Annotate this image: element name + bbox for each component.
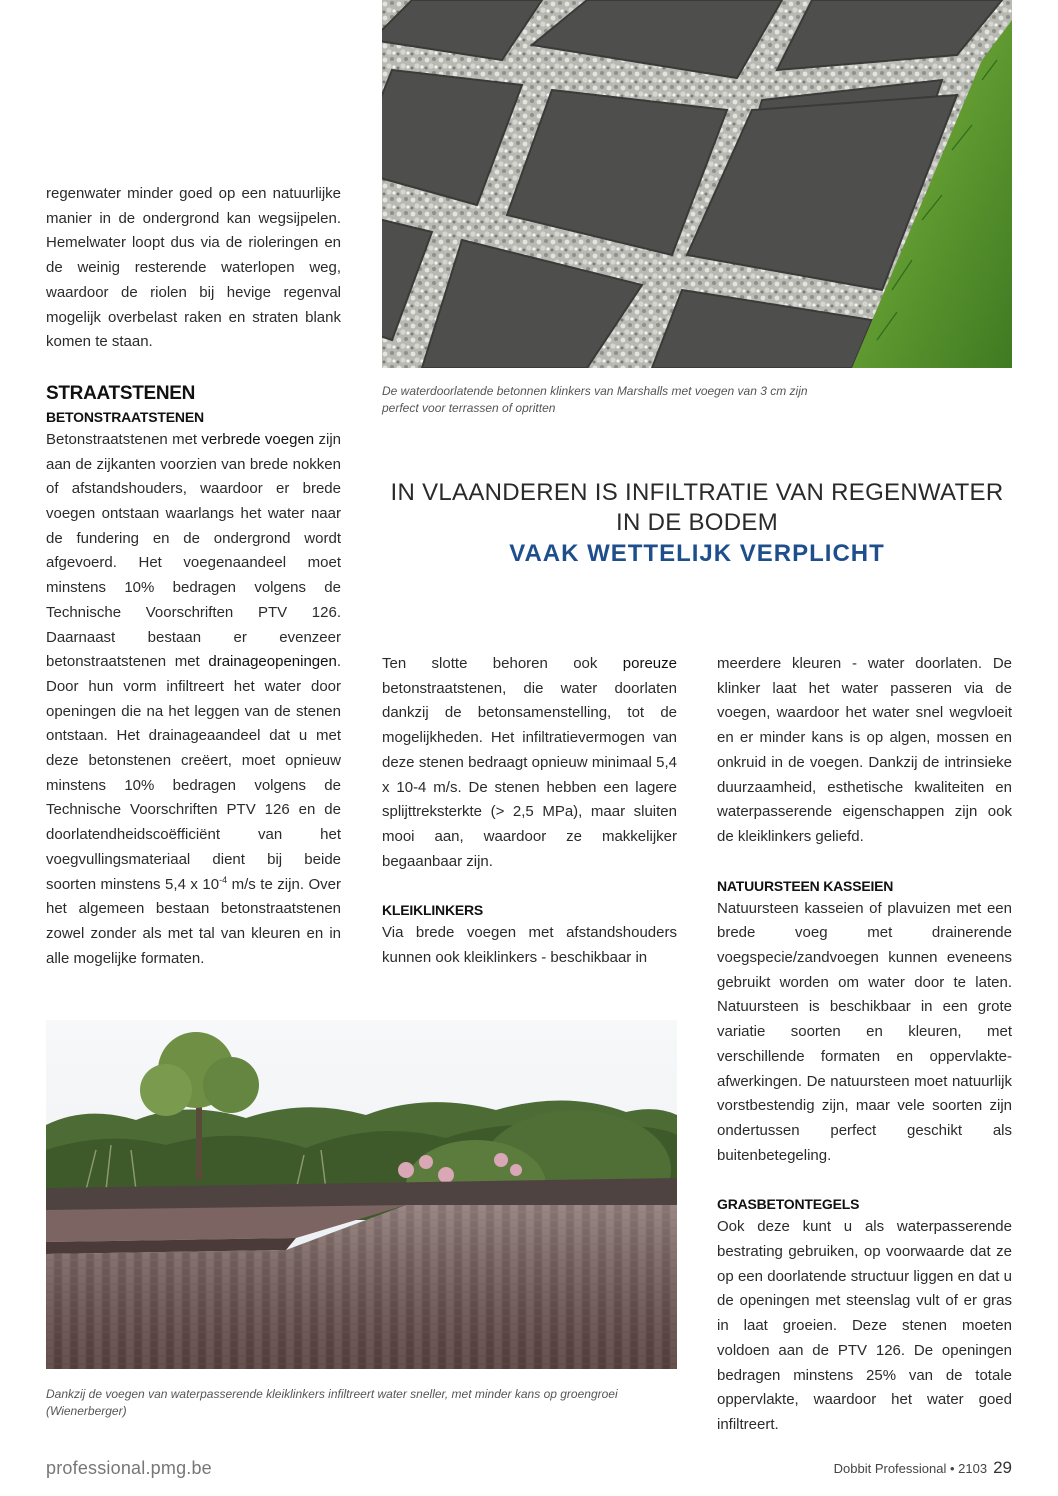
page-number: 29 — [993, 1458, 1012, 1477]
kleiklinkers-paragraph: Via brede voegen met afstandshouders kunnen ook kleiklinkers - beschikbaar in — [382, 924, 677, 967]
heading-kleiklinkers: KLEIKLINKERS — [382, 902, 484, 919]
terrace-image — [46, 1020, 677, 1369]
poreuze-paragraph: Ten slotte behoren ook poreuze betonstraatstenen, die water doorlaten dankzij de betonsamenstelling, tot de mogelijkheden. Het infiltratievermogen van deze stenen bedraagt opnieuw minimaal 5,4 x 10-4 m/s. De stenen hebben een lagere splijttreksterkte (> 2,5 MPa), maar sluiten mooi aan, waardoor ze makkelijker begaanbaar zijn. — [382, 655, 677, 870]
natuursteen-paragraph: Natuursteen kasseien of plavuizen met een brede voeg met drainerende voegspecie/zandvoegen kunnen eveneens gebruikt worden om water door te laten. Natuursteen is beschikbaar in een grote variatie soorten en kleuren, met verschillende formaten en oppervlakte-afwerkingen. De natuursteen moet natuurlijk vorstbestendig zijn, maar vele soorten zijn ondertussen perfect geschikt als buitenbetegeling. — [717, 899, 1012, 1164]
pavers-image — [382, 0, 1012, 368]
column-2 — [382, 652, 677, 971]
heading-natuursteen-kasseien: NATUURSTEEN KASSEIEN — [717, 877, 894, 894]
highlight-poreuze: poreuze — [622, 655, 677, 672]
highlight-verbrede-voegen: verbrede voegen — [201, 430, 315, 448]
pull-quote-line-1: IN VLAANDEREN IS INFILTRATIE VAN REGENWATER — [390, 479, 1004, 506]
highlight-drainageopeningen: drainageopeningen — [208, 653, 337, 671]
pull-quote-line-3: VAAK WETTELIJK VERPLICHT — [509, 540, 885, 567]
grasbetontegels-paragraph: Ook deze kunt u als waterpasserende bestrating gebruiken, op voorwaarde dat ze op een doorlatende structuur liggen en dat u de openingen met steenslag vult of er gras in laat groeien. Deze stenen moeten voldoen aan de PTV 126. De openingen bedragen minstens 25% van de totale oppervlakte, waardoor het water goed infiltreert. — [717, 1218, 1012, 1433]
photo-permeable-pavers — [382, 0, 1012, 368]
footer-magazine: Dobbit Professional • 2103 — [833, 1461, 988, 1476]
heading-grasbetontegels: GRASBETONTEGELS — [717, 1196, 860, 1213]
kleiklinkers-continued-paragraph: meerdere kleuren - water doorlaten. De klinker laat het water passeren via de voegen, waardoor het water snel wegvloeit en er minder kans is op algen, mossen en onkruid in de voegen. Dankzij de intrinsieke duurzaamheid, esthetische kwaliteiten en waterpasserende eigenschappen zijn ook de kleiklinkers geliefd. — [717, 655, 1012, 845]
subheading-betonstraatstenen: BETONSTRAATSTENEN — [46, 408, 204, 425]
betonstraatstenen-paragraph: Betonstraatstenen met verbrede voegen zijn aan de zijkanten voorzien van brede nokken of afstandshouders, waardoor er brede voegen ontstaan waarlangs het water naar de fundering en de ondergrond wordt afgevoerd. Het voegenaandeel moet minstens 10% bedragen volgens de Technische Voorschriften PTV 126. Daarnaast bestaan er evenzeer betonstraatstenen met drainageopeningen. Door hun vorm infiltreert het water door openingen die na het leggen van de stenen ontstaan. Het drainageaandeel dat u met deze betonstenen creëert, moet opnieuw minstens 10% bedragen volgens de Technische Voorschriften PTV 126 en de doorlatendheidscoëfficiënt van het voegvullingsmateriaal dient bij beide soorten minstens 5,4 x $10^{-4}$ m/s te zijn. Over het algemeen bestaan betonstraatstenen zowel zonder als met tal van kleuren en in alle mogelijke formaten. — [46, 430, 341, 967]
footer-url[interactable]: professional.pmg.be — [46, 1458, 212, 1478]
footer-magazine-info — [834, 1458, 1012, 1478]
top-photo-caption: De waterdoorlatende betonnen klinkers van Marshalls met voegen van 3 cm zijn perfect voor terrassen of opritten — [382, 384, 808, 415]
pull-quote — [382, 478, 1012, 570]
intro-paragraph: regenwater minder goed op een natuurlijke manier in de ondergrond kan wegsijpelen. Hemelwater loopt dus via de rioleringen en de weinig resterende waterlopen weg, waardoor de riolen bij hevige regenval mogelijk overbelast raken en straten blank komen te staan. — [46, 185, 341, 351]
heading-straatstenen: STRAATSTENEN — [46, 382, 196, 404]
column-1 — [46, 182, 341, 971]
photo-clay-paver-terrace — [46, 1020, 677, 1369]
column-3 — [717, 652, 1012, 1438]
bottom-photo-caption: Dankzij de voegen van waterpasserende kleiklinkers infiltreert water sneller, met minder kans op groengroei (Wienerberger) — [46, 1387, 618, 1418]
pull-quote-line-2: IN DE BODEM — [616, 509, 778, 536]
